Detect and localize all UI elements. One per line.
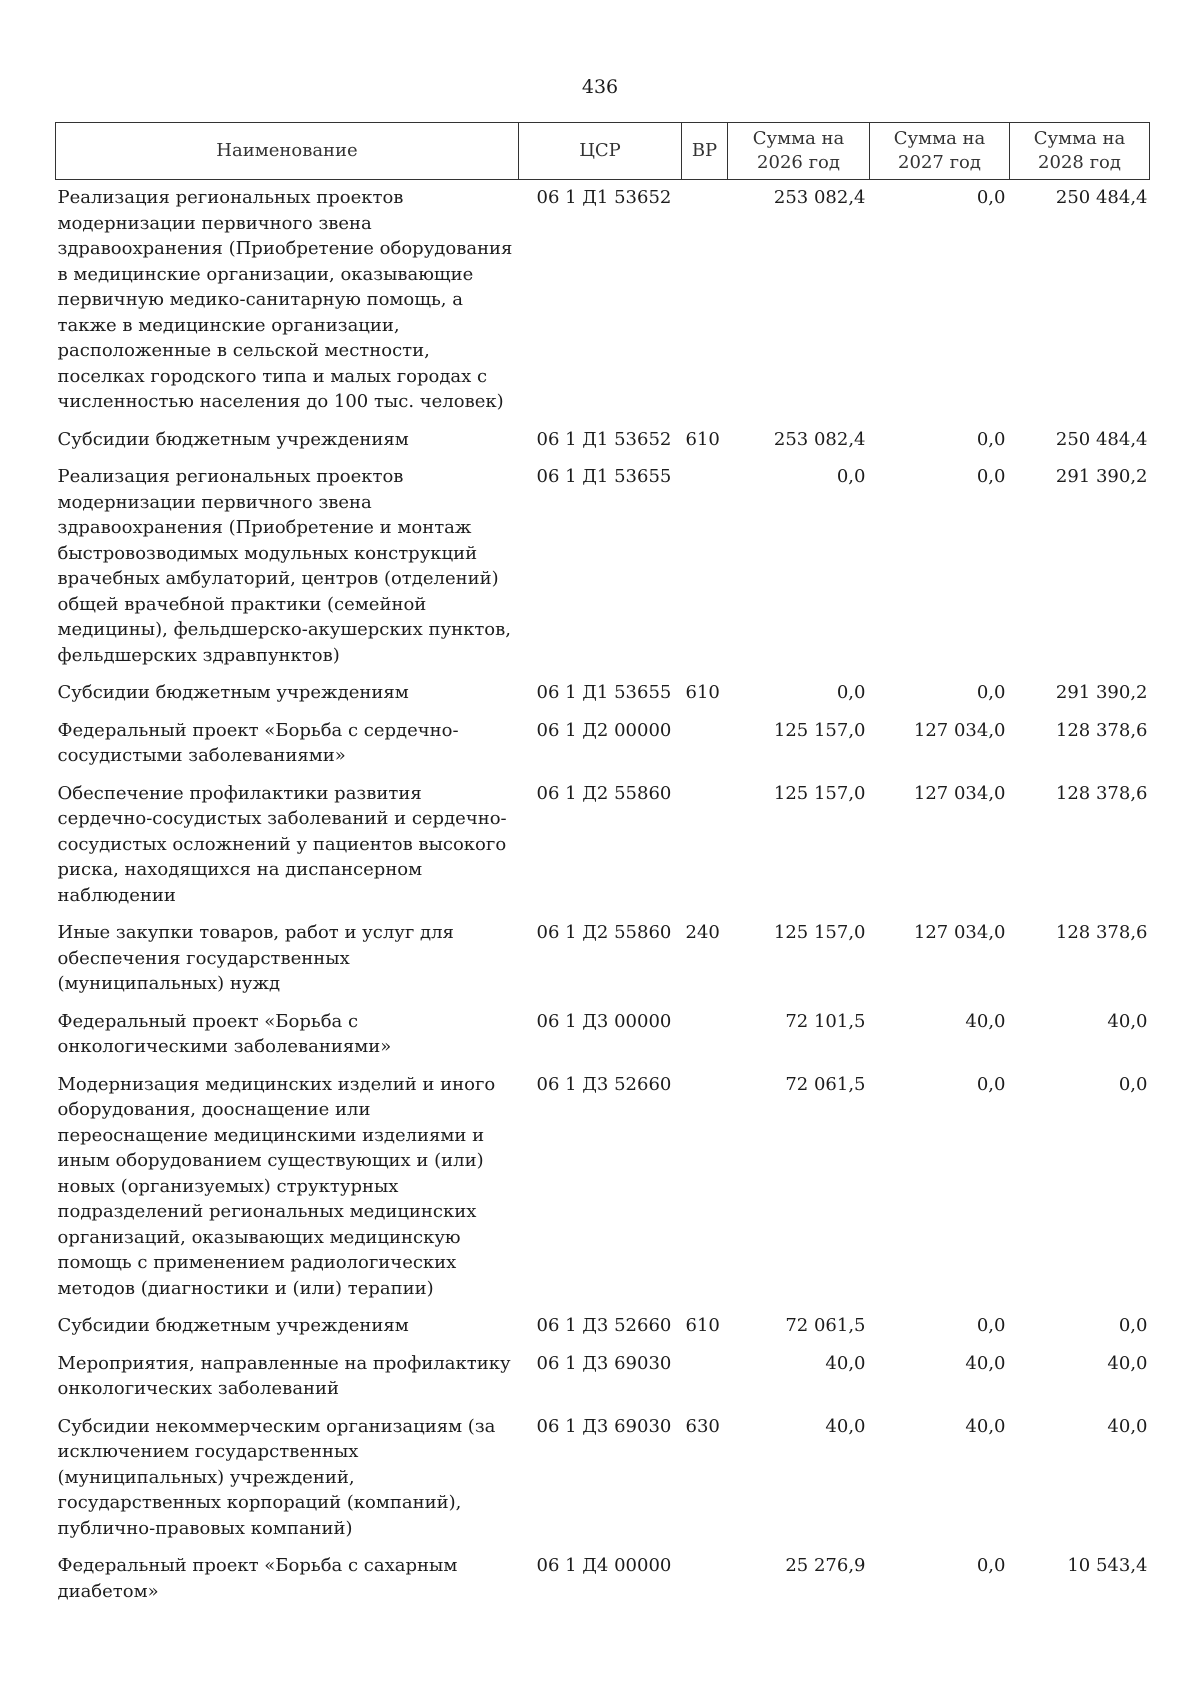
cell-sum-2027: 0,0: [976, 1315, 1006, 1336]
header-sum-2028: Сумма на 2028 год: [1010, 123, 1150, 180]
table-row: [56, 773, 1150, 913]
cell-vr: 610: [685, 682, 720, 703]
cell-sum-2026: 40,0: [825, 1352, 866, 1374]
cell-csr: 06 1 Д2 55860: [536, 922, 672, 943]
table-row: [56, 710, 1150, 773]
cell-vr: [682, 710, 728, 773]
header-name: Наименование: [56, 123, 519, 180]
cell-sum-2027: 127 034,0: [913, 719, 1006, 741]
cell-sum-2028: 291 390,2: [1055, 466, 1148, 487]
cell-csr: 06 1 Д3 52660: [536, 1315, 672, 1336]
cell-csr: 06 1 Д1 53652: [536, 187, 672, 208]
cell-vr: [682, 1001, 728, 1064]
cell-name: Федеральный проект «Борьба с сердечно-сосудистыми заболеваниями»: [57, 719, 459, 766]
cell-csr: 06 1 Д3 52660: [536, 1073, 672, 1095]
cell-sum-2027: 0,0: [976, 466, 1006, 487]
cell-sum-2026: 72 101,5: [785, 1010, 866, 1032]
cell-csr: 06 1 Д2 55860: [536, 782, 672, 804]
cell-sum-2026: 125 157,0: [773, 922, 866, 943]
cell-sum-2027: 0,0: [976, 682, 1006, 703]
cell-sum-2027: 0,0: [976, 428, 1006, 450]
cell-sum-2026: 125 157,0: [773, 719, 866, 741]
cell-name: Субсидии бюджетным учреждениям: [57, 682, 409, 703]
cell-sum-2027: 0,0: [976, 187, 1006, 208]
cell-name: Федеральный проект «Борьба с онкологическими заболеваниями»: [57, 1010, 392, 1057]
cell-sum-2028: 128 378,6: [1055, 782, 1148, 804]
cell-sum-2028: 40,0: [1107, 1010, 1148, 1032]
cell-csr: 06 1 Д1 53655: [536, 466, 672, 487]
cell-sum-2028: 250 484,4: [1055, 428, 1148, 450]
cell-vr: 610: [685, 1315, 720, 1336]
cell-sum-2027: 40,0: [965, 1415, 1006, 1437]
table-row: [56, 1001, 1150, 1064]
budget-table-container: [55, 122, 1149, 1608]
cell-name: Субсидии бюджетным учреждениям: [57, 1315, 409, 1336]
cell-name: Модернизация медицинских изделий и иного оборудования, дооснащение или переоснащение медицинскими изделиями и иным оборудованием существующих и (или) новых (организуемых) структурных подразделений региональных медицинских организаций, оказывающих медицинскую помощь с применением радиологических методов (диагностики и (или) терапии): [57, 1073, 496, 1299]
cell-name: Обеспечение профилактики развития сердечно-сосудистых заболеваний и сердечно-сосудистых осложнений у пациентов высокого риска, находящихся на диспансерном наблюдении: [57, 782, 507, 906]
header-csr: ЦСР: [519, 123, 682, 180]
cell-sum-2026: 0,0: [836, 682, 866, 703]
header-vr: ВР: [682, 123, 728, 180]
table-header: [56, 123, 1150, 180]
cell-sum-2028: 291 390,2: [1055, 682, 1148, 703]
cell-vr: [682, 456, 728, 672]
cell-csr: 06 1 Д2 00000: [536, 719, 672, 741]
table-row: [56, 456, 1150, 672]
page-number: 436: [581, 76, 619, 98]
table-row: [56, 1545, 1150, 1608]
cell-vr: 610: [685, 428, 720, 450]
table-row: [56, 1406, 1150, 1546]
cell-sum-2026: 72 061,5: [785, 1073, 866, 1095]
cell-sum-2028: 128 378,6: [1055, 719, 1148, 741]
cell-sum-2027: 127 034,0: [913, 922, 1006, 943]
cell-sum-2027: 40,0: [965, 1010, 1006, 1032]
cell-sum-2027: 0,0: [976, 1555, 1006, 1576]
cell-sum-2026: 253 082,4: [773, 187, 866, 208]
cell-sum-2026: 0,0: [836, 466, 866, 487]
cell-sum-2028: 0,0: [1118, 1315, 1148, 1336]
cell-csr: 06 1 Д3 69030: [536, 1415, 672, 1437]
cell-name: Реализация региональных проектов модернизации первичного звена здравоохранения (Приобретение и монтаж быстровозводимых модульных конструкций врачебных амбулаторий, центров (отделений) общей врачебной практики (семейной медицины), фельдшерско-акушерских пунктов, фельдшерских здравпунктов): [57, 466, 511, 666]
cell-sum-2028: 10 543,4: [1067, 1555, 1148, 1576]
cell-sum-2026: 253 082,4: [773, 428, 866, 450]
cell-sum-2026: 125 157,0: [773, 782, 866, 804]
cell-sum-2026: 72 061,5: [785, 1315, 866, 1336]
cell-csr: 06 1 Д1 53655: [536, 682, 672, 703]
cell-csr: 06 1 Д1 53652: [536, 428, 672, 450]
cell-sum-2026: 40,0: [825, 1415, 866, 1437]
table-row: [56, 1064, 1150, 1306]
cell-sum-2027: 0,0: [976, 1073, 1006, 1095]
table-row: [56, 180, 1150, 419]
budget-table: [55, 122, 1150, 1608]
cell-name: Мероприятия, направленные на профилактику онкологических заболеваний: [57, 1352, 511, 1399]
cell-vr: [682, 180, 728, 419]
table-row: [56, 912, 1150, 1001]
table-body: [56, 180, 1150, 1609]
table-row: [56, 672, 1150, 710]
cell-csr: 06 1 Д4 00000: [536, 1555, 672, 1576]
cell-vr: [682, 1343, 728, 1406]
cell-sum-2027: 40,0: [965, 1352, 1006, 1374]
header-sum-2026: Сумма на 2026 год: [728, 123, 870, 180]
cell-vr: [682, 773, 728, 913]
cell-name: Федеральный проект «Борьба с сахарным диабетом»: [57, 1555, 458, 1602]
table-row: [56, 1343, 1150, 1406]
cell-vr: 630: [685, 1415, 720, 1437]
cell-name: Иные закупки товаров, работ и услуг для обеспечения государственных (муниципальных) нужд: [57, 922, 454, 994]
table-row: [56, 419, 1150, 457]
cell-csr: 06 1 Д3 69030: [536, 1352, 672, 1374]
cell-sum-2028: 0,0: [1118, 1073, 1148, 1095]
cell-sum-2026: 25 276,9: [785, 1555, 866, 1576]
cell-name: Субсидии некоммерческим организациям (за исключением государственных (муниципальных) учреждений, государственных корпораций (компаний), публично-правовых компаний): [57, 1415, 496, 1539]
cell-sum-2028: 40,0: [1107, 1415, 1148, 1437]
table-row: [56, 1305, 1150, 1343]
cell-name: Реализация региональных проектов модернизации первичного звена здравоохранения (Приобретение оборудования в медицинские организации, оказывающие первичную медико-санитарную помощь, а также в медицинские организации, расположенные в сельской местности, поселках городского типа и малых городах с численностью населения до 100 тыс. человек): [57, 187, 513, 412]
cell-sum-2028: 128 378,6: [1055, 922, 1148, 943]
cell-csr: 06 1 Д3 00000: [536, 1010, 672, 1032]
cell-vr: 240: [685, 922, 720, 943]
cell-sum-2027: 127 034,0: [913, 782, 1006, 804]
cell-name: Субсидии бюджетным учреждениям: [57, 428, 409, 450]
header-sum-2027: Сумма на 2027 год: [870, 123, 1010, 180]
cell-sum-2028: 40,0: [1107, 1352, 1148, 1374]
cell-vr: [682, 1064, 728, 1306]
cell-vr: [682, 1545, 728, 1608]
cell-sum-2028: 250 484,4: [1055, 187, 1148, 208]
